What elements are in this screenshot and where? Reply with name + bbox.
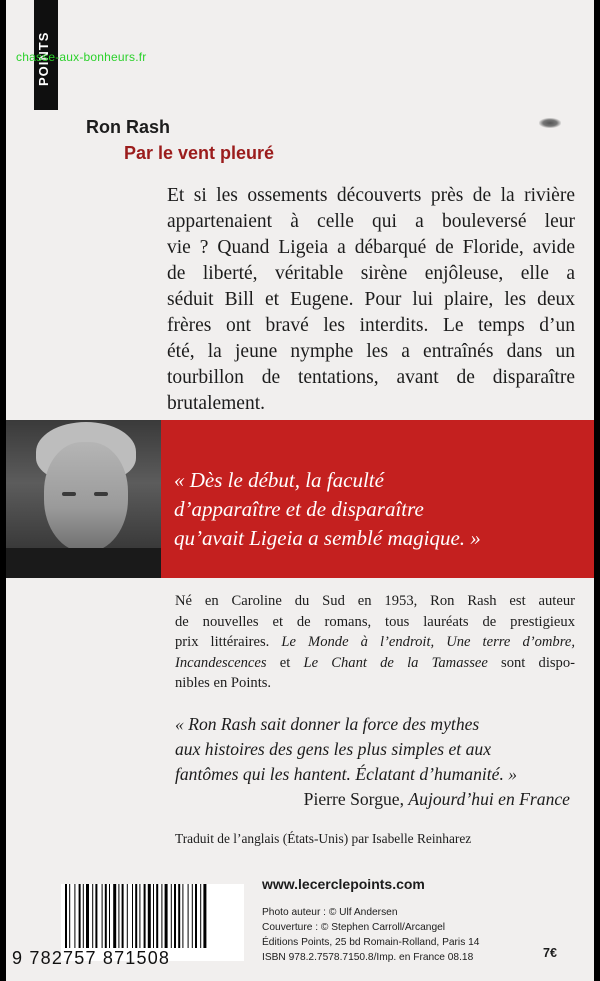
pull-quote-line: « Dès le début, la faculté — [174, 468, 384, 492]
watermark: chasse-aux-bonheurs.fr — [16, 50, 147, 64]
synopsis-line: appartenaient à celle qui a bouleversé leur — [167, 211, 575, 232]
press-quote-line: fantômes qui les hantent. Éclatant d’humanité. » — [175, 764, 518, 784]
press-quote — [175, 712, 585, 812]
barcode-bar — [122, 884, 124, 948]
barcode-number: 9 782757 871508 — [12, 948, 171, 968]
bio-line: nibles en Points. — [175, 675, 272, 691]
barcode-bar — [109, 884, 110, 948]
author-photo-shirt — [6, 548, 161, 578]
bio-book-title: Le Chant de la Tamassee — [303, 654, 488, 671]
pull-quote — [174, 466, 584, 553]
synopsis — [167, 183, 575, 417]
press-quote-line: « Ron Rash sait donner la force des mythes — [175, 714, 480, 734]
barcode-bar — [79, 884, 81, 948]
barcode-bar — [174, 884, 176, 948]
bio-line — [175, 653, 575, 674]
barcode-bar — [113, 884, 116, 948]
barcode-bar — [153, 884, 154, 948]
barcode-bar — [178, 884, 180, 948]
barcode-bar — [69, 884, 70, 948]
barcode-bar — [86, 884, 89, 948]
publisher-logo: POINTS — [36, 31, 51, 86]
bio-book-title: Incandescences — [175, 654, 267, 671]
stain-mark — [539, 118, 561, 128]
author-photo-face — [44, 442, 128, 552]
synopsis-line: vie ? Quand Ligeia a débarqué de Floride, avide — [167, 237, 575, 258]
credit-line: Photo auteur : © Ulf Andersen — [262, 907, 398, 918]
cover-page — [6, 0, 594, 981]
author-name: Ron Rash — [86, 117, 171, 137]
barcode-bar — [192, 884, 193, 948]
price: 7€ — [543, 946, 557, 960]
barcode-bar — [118, 884, 119, 948]
bio-text: sont dispo- — [501, 654, 576, 671]
bio-book-titles: Le Monde à l’endroit, Une terre d’ombre, — [281, 634, 575, 650]
synopsis-line: séduit Bill et Eugene. Pour lui plaire, les deux — [167, 289, 575, 310]
barcode-bars — [65, 884, 240, 948]
barcode-bar — [200, 884, 201, 948]
barcode-bar — [102, 884, 103, 948]
press-source-name: Pierre Sorgue, — [303, 789, 405, 809]
pull-quote-line: d’apparaître et de disparaître — [174, 497, 424, 521]
barcode-bar — [135, 884, 137, 948]
synopsis-line: été, la jeune nymphe les a entraînés dans un — [167, 341, 575, 362]
book-title: Par le vent pleuré — [124, 143, 275, 163]
barcode-bar — [188, 884, 189, 948]
author-photo — [6, 420, 161, 578]
barcode-bar — [95, 884, 97, 948]
press-source-publication: Aujourd’hui en France — [408, 789, 570, 809]
barcode-bar — [132, 884, 133, 948]
barcode-bar — [83, 884, 84, 948]
bio-line: Né en Caroline du Sud en 1953, Ron Rash est auteur — [175, 593, 575, 609]
barcode-bar — [74, 884, 75, 948]
barcode-bar — [127, 884, 128, 948]
barcode-bar — [65, 884, 67, 948]
synopsis-line: brutalement. — [167, 393, 266, 414]
barcode-bar — [144, 884, 146, 948]
author-photo-eye — [94, 492, 108, 496]
credit-line: Couverture : © Stephen Carroll/Arcangel — [262, 922, 446, 933]
credit-line: ISBN 978.2.7578.7150.8/Imp. en France 08.18 — [262, 952, 474, 963]
publisher-website: www.lecerclepoints.com — [262, 876, 425, 892]
synopsis-line: frères ont bravé les interdits. Le temps d’un — [167, 315, 575, 336]
synopsis-line: de liberté, véritable sirène enjôleuse, elle a — [167, 263, 575, 284]
press-quote-line: aux histoires des gens les plus simples et aux — [175, 739, 491, 759]
bio-text: prix littéraires. — [175, 634, 270, 650]
barcode-bar — [105, 884, 107, 948]
credits-block — [262, 905, 479, 965]
barcode-bar — [195, 884, 197, 948]
credit-line: Éditions Points, 25 bd Romain-Rolland, Paris 14 — [262, 937, 480, 948]
pull-quote-line: qu’avait Ligeia a semblé magique. » — [174, 526, 481, 550]
author-bio — [175, 591, 575, 694]
barcode-bar — [156, 884, 158, 948]
barcode-bar — [161, 884, 162, 948]
author-photo-eye — [62, 492, 76, 496]
synopsis-line: Et si les ossements découverts près de la rivière — [167, 185, 575, 206]
bio-line: de nouvelles et de romans, tous lauréats de prestigieux — [175, 613, 575, 630]
barcode-bar — [92, 884, 93, 948]
barcode-bar — [203, 884, 206, 948]
synopsis-line: tourbillon de tentations, avant de disparaître — [167, 367, 575, 388]
barcode-bar — [148, 884, 151, 948]
press-quote-source — [175, 787, 585, 812]
bio-text: et — [279, 654, 291, 671]
barcode-bar — [171, 884, 172, 948]
translator-credit: Traduit de l’anglais (États-Unis) par Isabelle Reinharez — [175, 831, 472, 846]
bio-line — [175, 632, 575, 653]
barcode-bar — [165, 884, 168, 948]
barcode-bar — [182, 884, 183, 948]
barcode-bar — [139, 884, 140, 948]
